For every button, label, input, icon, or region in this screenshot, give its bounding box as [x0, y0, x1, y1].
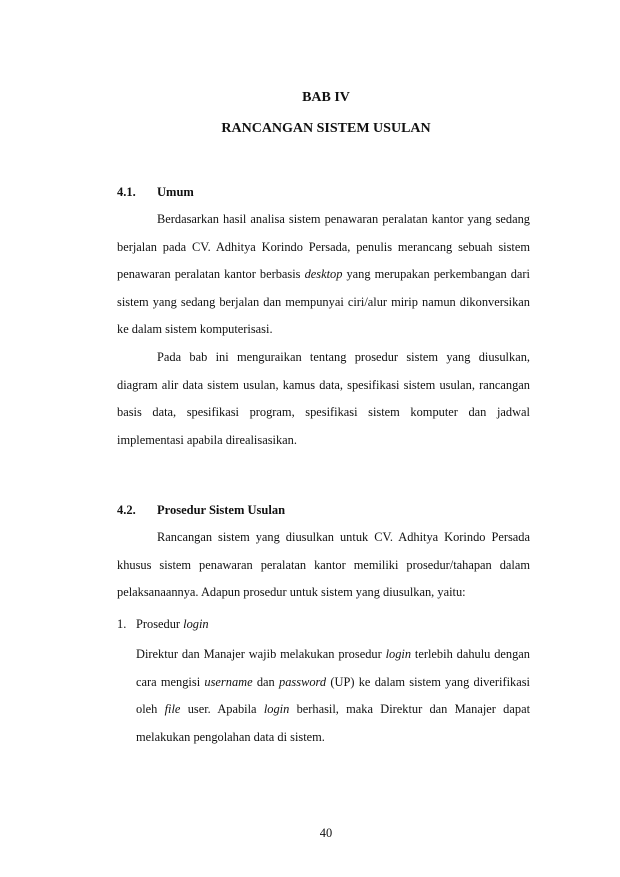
body-emphasis: password: [279, 674, 327, 689]
section-heading-4-2: [117, 503, 285, 518]
chapter-title: RANCANGAN SISTEM USULAN: [221, 121, 431, 136]
body-emphasis: login: [263, 702, 290, 716]
list-number: 1.: [117, 617, 127, 631]
chapter-label: BAB IV: [302, 90, 350, 105]
body-emphasis: login: [385, 647, 412, 661]
paragraph-text: Berdasarkan hasil analisa sistem penawaran peralatan kantor yang sedang berjalan pada CV. Adhitya Korindo Persada, penulis merancang sebuah sistem penawaran peralatan kantor berbasis: [117, 212, 530, 281]
page-number: 40: [319, 826, 333, 840]
list-item-title: [117, 617, 209, 632]
list-item-body: [136, 641, 530, 751]
body-text: (UP) ke dalam sistem yang diverifikasi oleh: [136, 674, 530, 716]
body-text: Direktur dan Manajer wajib melakukan prosedur: [136, 647, 386, 661]
body-text: terlebih dahulu dengan cara mengisi: [136, 647, 530, 689]
paragraph: Rancangan sistem yang diusulkan untuk CV. Adhitya Korindo Persada khusus sistem penawaran peralatan kantor memiliki prosedur/tahapan dalam pelaksanaannya. Adapun prosedur untuk sistem yang diusulkan, yaitu:: [117, 530, 530, 599]
paragraph: [117, 206, 530, 344]
body-text: berhasil, maka Direktur dan Manajer dapat melakukan pengolahan data di sistem.: [136, 702, 531, 744]
section-heading-4-1: [117, 185, 194, 200]
list-title-emphasis: login: [183, 617, 209, 631]
list-title-text: Prosedur: [136, 617, 184, 631]
body-text: user. Apabila: [180, 702, 264, 716]
body-emphasis: username: [204, 674, 253, 689]
section-number: 4.2.: [117, 503, 136, 517]
body-emphasis: file: [164, 702, 181, 716]
section-title: Prosedur Sistem Usulan: [157, 503, 286, 517]
paragraph-text: yang merupakan perkembangan dari sistem yang sedang berjalan dan mempunyai ciri/alur mirip namun dikonversikan ke dalam sistem komputerisasi.: [117, 267, 530, 336]
section-number: 4.1.: [117, 185, 136, 199]
body-text: dan: [252, 674, 280, 689]
paragraph: Pada bab ini menguraikan tentang prosedur sistem yang diusulkan, diagram alir data sistem usulan, kamus data, spesifikasi sistem usulan, rancangan basis data, spesifikasi program, spesifikasi sistem komputer dan jadwal implementasi apabila direalisasikan.: [117, 350, 530, 447]
section-title: Umum: [157, 185, 194, 199]
paragraph-emphasis: desktop: [304, 267, 343, 281]
